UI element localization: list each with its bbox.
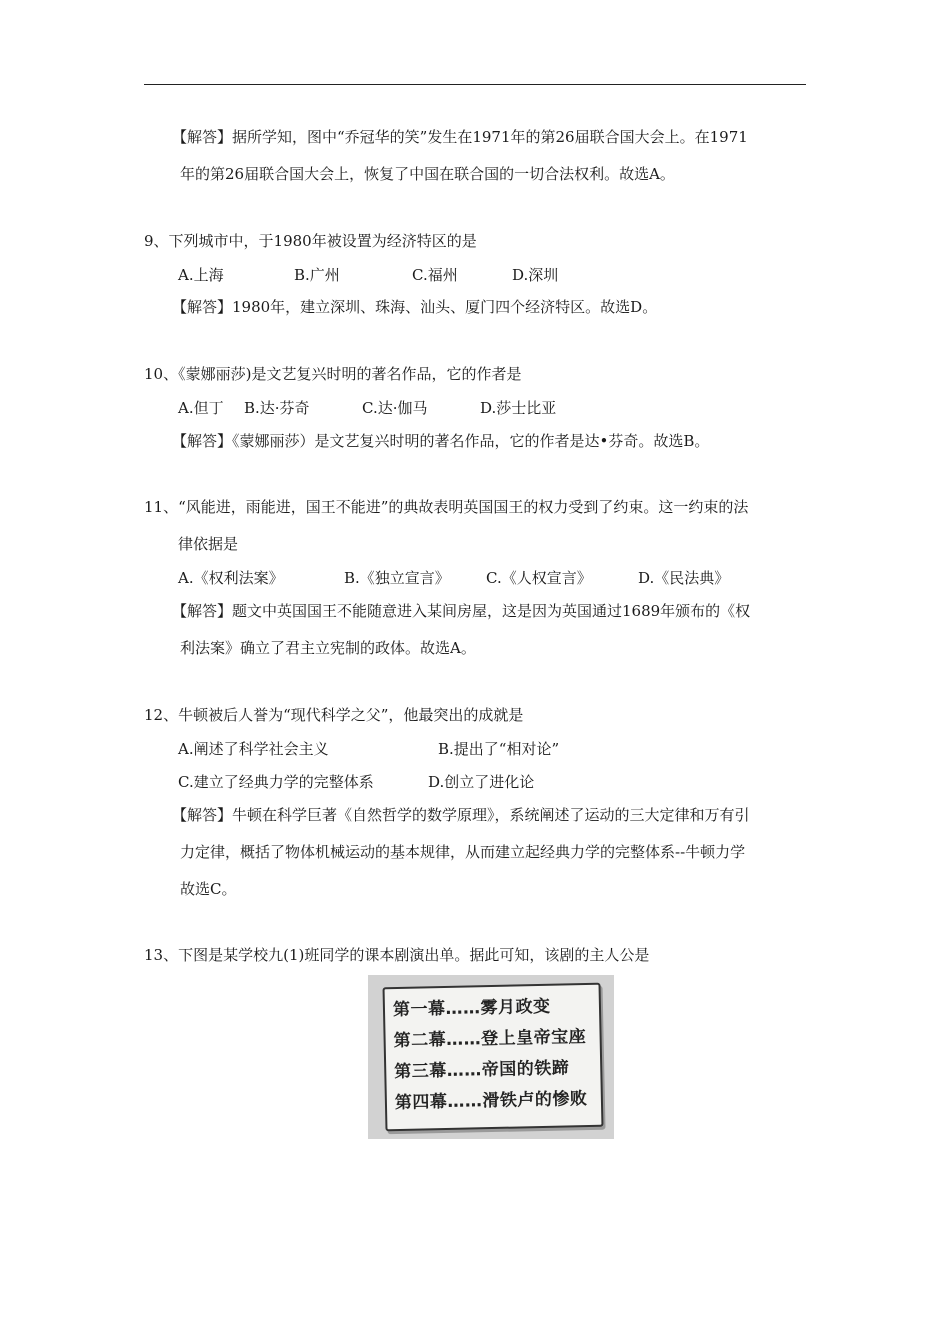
q8-answer-line2: 年的第26届联合国大会上，恢复了中国在联合国的一切合法权利。故选A。 <box>180 165 675 183</box>
q11-option-c: C.《人权宣言》 <box>486 569 592 587</box>
q10-option-b: B.达·芬奇 <box>244 399 310 417</box>
header-rule <box>144 84 806 85</box>
q10-answer: 【解答】《蒙娜丽莎）是文艺复兴时明的著名作品，它的作者是达•芬奇。故选B。 <box>172 432 710 450</box>
q12-option-a: A.阐述了科学社会主义 <box>178 740 329 758</box>
q9-option-c: C.福州 <box>412 266 458 284</box>
q10-stem: 10、《蒙娜丽莎)是文艺复兴时明的著名作品，它的作者是 <box>144 365 522 383</box>
program-figure <box>368 975 614 1139</box>
q12-option-d: D.创立了进化论 <box>428 773 535 791</box>
q13-stem: 13、下图是某学校九(1)班同学的课本剧演出单。据此可知，该剧的主人公是 <box>144 946 650 964</box>
q10-option-d: D.莎士比亚 <box>480 399 557 417</box>
program-act-1: 第一幕……雾月政变 <box>392 996 551 1021</box>
q11-answer-line2: 利法案》确立了君主立宪制的政体。故选A。 <box>180 639 476 657</box>
q9-option-a: A.上海 <box>178 266 224 284</box>
q12-answer-line2: 力定律，概括了物体机械运动的基本规律，从而建立起经典力学的完整体系--牛顿力学 <box>180 843 746 861</box>
q12-answer-line1: 【解答】牛顿在科学巨著《自然哲学的数学原理》，系统阐述了运动的三大定律和万有引 <box>172 806 750 824</box>
program-act-4: 第四幕……滑铁卢的惨败 <box>394 1089 588 1114</box>
q11-option-a: A.《权利法案》 <box>178 569 284 587</box>
q12-answer-line3: 故选C。 <box>180 880 237 898</box>
q9-answer: 【解答】1980年，建立深圳、珠海、汕头、厦门四个经济特区。故选D。 <box>172 298 658 316</box>
q12-stem: 12、牛顿被后人誉为“现代科学之父”，他最突出的成就是 <box>144 706 524 724</box>
q12-option-b: B.提出了“相对论” <box>438 740 560 758</box>
q11-option-d: D.《民法典》 <box>638 569 730 587</box>
q11-option-b: B.《独立宣言》 <box>344 569 450 587</box>
program-card <box>383 983 604 1132</box>
q9-option-d: D.深圳 <box>512 266 559 284</box>
q9-stem: 9、下列城市中，于1980年被设置为经济特区的是 <box>144 232 477 250</box>
q11-stem-line2: 律依据是 <box>178 535 239 553</box>
q10-option-c: C.达·伽马 <box>362 399 428 417</box>
q12-option-c: C.建立了经典力学的完整体系 <box>178 773 374 791</box>
program-act-2: 第二幕……登上皇帝宝座 <box>393 1027 587 1052</box>
q11-answer-line1: 【解答】题文中英国国王不能随意进入某间房屋，这是因为英国通过1689年颁布的《权 <box>172 602 751 620</box>
q9-option-b: B.广州 <box>294 266 340 284</box>
q8-answer-line1: 【解答】据所学知，图中“乔冠华的笑”发生在1971年的第26届联合国大会上。在1971 <box>172 128 748 146</box>
q10-option-a: A.但丁 <box>178 399 224 417</box>
q11-stem-line1: 11、“风能进，雨能进，国王不能进”的典故表明英国国王的权力受到了约束。这一约束的法 <box>144 498 749 516</box>
program-act-3: 第三幕……帝国的铁蹄 <box>394 1058 570 1083</box>
